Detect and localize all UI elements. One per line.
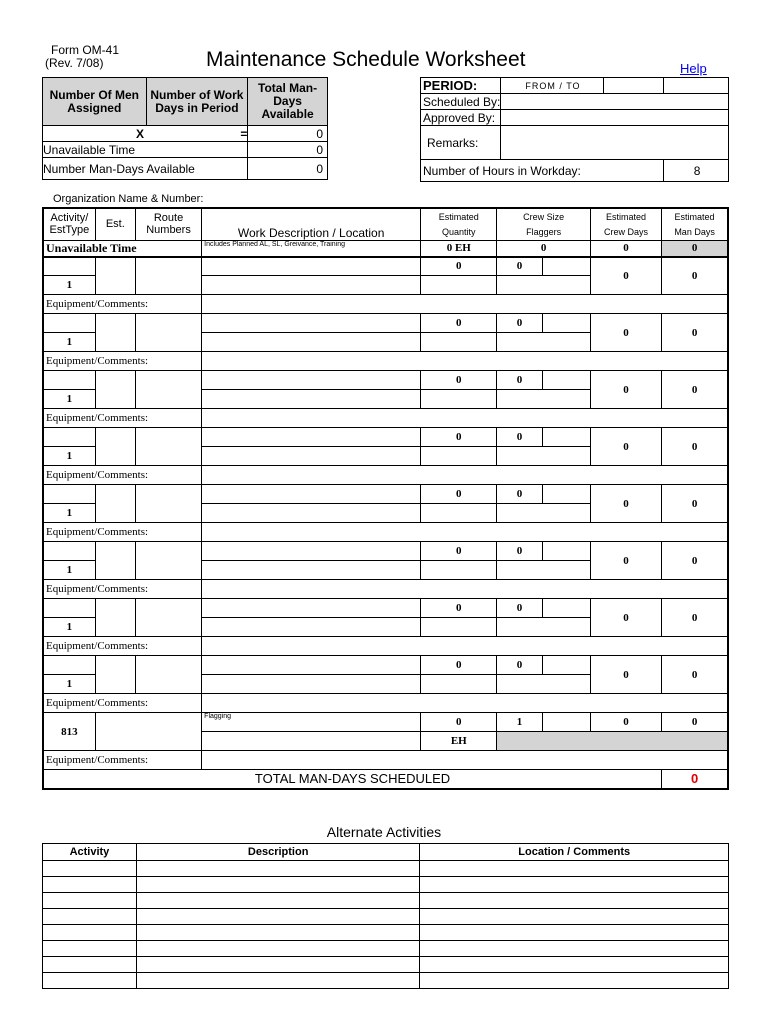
est-qty-value[interactable]: 0 xyxy=(421,257,497,276)
qty-unit-field[interactable] xyxy=(421,276,497,295)
equipment-comments-row xyxy=(43,523,728,542)
est-field[interactable] xyxy=(95,257,135,295)
crew-size-value[interactable]: 0 xyxy=(497,542,542,561)
alternate-activity-row xyxy=(43,877,729,893)
route-field[interactable] xyxy=(135,599,201,637)
mandays-available-value[interactable]: 0 xyxy=(248,158,328,180)
route-header: Route Numbers xyxy=(135,208,201,240)
flagging-crew[interactable]: 1 xyxy=(497,713,542,732)
location-field[interactable] xyxy=(202,504,421,523)
route-field[interactable] xyxy=(135,257,201,295)
alt-activity-field[interactable] xyxy=(43,861,137,877)
equipment-comments-field[interactable] xyxy=(202,409,728,428)
period-table xyxy=(420,77,729,182)
mandays-table xyxy=(42,77,328,180)
unavailable-time-value[interactable]: 0 xyxy=(248,142,328,158)
activity-field[interactable] xyxy=(43,257,95,276)
flaggers-field[interactable] xyxy=(542,485,590,504)
equipment-comments-label: Equipment/Comments: xyxy=(43,751,202,770)
crew-days-header-bottom: Crew Days xyxy=(590,224,661,240)
qty-unit-field[interactable] xyxy=(421,504,497,523)
crew-days-value: 0 xyxy=(590,485,661,523)
alternate-activity-row xyxy=(43,861,729,877)
location-field[interactable] xyxy=(202,561,421,580)
alternate-activity-row xyxy=(43,893,729,909)
man-days-value: 0 xyxy=(662,314,728,352)
activity-field[interactable] xyxy=(43,542,95,561)
alt-description-field[interactable] xyxy=(136,925,420,941)
crew-size-value[interactable]: 0 xyxy=(497,314,542,333)
unavailable-time-label: Unavailable Time xyxy=(43,142,248,158)
crew-days-header-top: Estimated xyxy=(590,208,661,224)
flaggers-field[interactable] xyxy=(542,257,590,276)
equipment-comments-label: Equipment/Comments: xyxy=(43,352,202,371)
est-field[interactable] xyxy=(95,656,135,694)
equipment-comments-row xyxy=(43,352,728,371)
alternate-activity-row xyxy=(43,909,729,925)
work-description-field[interactable] xyxy=(202,656,421,675)
man-days-header-bottom: Man Days xyxy=(662,224,728,240)
alt-location-field[interactable] xyxy=(420,861,729,877)
crew-extra-field[interactable] xyxy=(497,561,590,580)
crew-extra-field[interactable] xyxy=(497,390,590,409)
equipment-comments-field[interactable] xyxy=(202,580,728,599)
activity-field[interactable] xyxy=(43,485,95,504)
location-field[interactable] xyxy=(202,333,421,352)
unavailable-row-qty[interactable]: 0 EH xyxy=(421,240,497,257)
activity-row xyxy=(43,314,728,333)
total-row xyxy=(43,770,728,789)
equipment-comments-field[interactable] xyxy=(202,295,728,314)
alt-description-field[interactable] xyxy=(136,973,420,989)
activity-field[interactable] xyxy=(43,314,95,333)
alt-location-field[interactable] xyxy=(420,909,729,925)
flaggers-field[interactable] xyxy=(542,314,590,333)
alt-location-field[interactable] xyxy=(420,957,729,973)
man-days-value: 0 xyxy=(662,542,728,580)
equipment-comments-label: Equipment/Comments: xyxy=(43,637,202,656)
est-type-value[interactable]: 1 xyxy=(43,504,95,523)
est-type-value[interactable]: 1 xyxy=(43,618,95,637)
flaggers-field[interactable] xyxy=(542,428,590,447)
total-mandays-value[interactable]: 0 xyxy=(248,126,328,142)
alt-activity-field[interactable] xyxy=(43,973,137,989)
activity-row xyxy=(43,542,728,561)
qty-unit-field[interactable] xyxy=(421,390,497,409)
est-type-value[interactable]: 1 xyxy=(43,561,95,580)
hours-workday-value[interactable]: 8 xyxy=(664,160,729,182)
activity-row xyxy=(43,371,728,390)
est-qty-value[interactable]: 0 xyxy=(421,599,497,618)
work-description-field[interactable] xyxy=(202,428,421,447)
crew-extra-field[interactable] xyxy=(497,504,590,523)
est-type-value[interactable]: 1 xyxy=(43,333,95,352)
work-description-field[interactable] xyxy=(202,257,421,276)
activity-row xyxy=(43,428,728,447)
alt-location-field[interactable] xyxy=(420,941,729,957)
equals-symbol: = xyxy=(240,126,248,141)
activity-field[interactable] xyxy=(43,656,95,675)
est-qty-header-top: Estimated xyxy=(421,208,497,224)
alt-location-field[interactable] xyxy=(420,877,729,893)
approved-by-label: Approved By: xyxy=(421,110,501,126)
est-type-value[interactable]: 1 xyxy=(43,390,95,409)
page-title: Maintenance Schedule Worksheet xyxy=(206,48,526,71)
qty-unit-field[interactable] xyxy=(421,333,497,352)
period-from-field[interactable] xyxy=(603,78,664,94)
est-field[interactable] xyxy=(95,542,135,580)
alt-description-field[interactable] xyxy=(136,861,420,877)
est-field[interactable] xyxy=(95,599,135,637)
alt-activity-field[interactable] xyxy=(43,957,137,973)
crew-days-value: 0 xyxy=(590,257,661,295)
work-desc-header: Work Description / Location xyxy=(202,208,421,240)
multiply-symbol: X xyxy=(136,126,145,141)
equipment-comments-field[interactable] xyxy=(202,637,728,656)
alternate-activity-row xyxy=(43,957,729,973)
work-description-field[interactable] xyxy=(202,371,421,390)
est-qty-value[interactable]: 0 xyxy=(421,656,497,675)
man-days-value: 0 xyxy=(662,656,728,694)
crew-extra-field[interactable] xyxy=(497,618,590,637)
equipment-comments-row xyxy=(43,466,728,485)
est-qty-value[interactable]: 0 xyxy=(421,485,497,504)
alt-location-header: Location / Comments xyxy=(420,844,729,861)
man-days-value: 0 xyxy=(662,485,728,523)
crew-size-value[interactable]: 0 xyxy=(497,428,542,447)
qty-unit-field[interactable] xyxy=(421,447,497,466)
scheduled-by-field[interactable] xyxy=(501,94,729,110)
qty-unit-field[interactable] xyxy=(421,561,497,580)
equipment-comments-field[interactable] xyxy=(202,466,728,485)
crew-size-value[interactable]: 0 xyxy=(497,656,542,675)
equipment-comments-label: Equipment/Comments: xyxy=(43,580,202,599)
flagging-route-field[interactable] xyxy=(95,713,201,751)
activity-row xyxy=(43,485,728,504)
est-field[interactable] xyxy=(95,371,135,409)
alt-description-field[interactable] xyxy=(136,893,420,909)
crew-size-value[interactable]: 0 xyxy=(497,599,542,618)
men-times-days-cell[interactable] xyxy=(43,126,248,142)
work-description-field[interactable] xyxy=(202,599,421,618)
flaggers-field[interactable] xyxy=(542,542,590,561)
equipment-comments-label: Equipment/Comments: xyxy=(43,295,202,314)
route-field[interactable] xyxy=(135,656,201,694)
crew-days-value: 0 xyxy=(590,314,661,352)
period-to-field[interactable] xyxy=(664,78,729,94)
equipment-comments-row xyxy=(43,751,728,770)
crew-extra-field[interactable] xyxy=(497,675,590,694)
unavailable-row-label: Unavailable Time xyxy=(43,240,202,257)
worksheet-table xyxy=(42,207,729,790)
equipment-comments-row xyxy=(43,409,728,428)
crew-size-header: Crew Size xyxy=(497,208,590,224)
est-type-value[interactable]: 1 xyxy=(43,447,95,466)
flaggers-header: Flaggers xyxy=(497,224,590,240)
equipment-comments-row xyxy=(43,580,728,599)
alt-activity-field[interactable] xyxy=(43,925,137,941)
flaggers-field[interactable] xyxy=(542,599,590,618)
flagging-description: Flagging xyxy=(202,713,421,732)
crew-size-value[interactable]: 0 xyxy=(497,257,542,276)
work-days-header: Number of Work Days in Period xyxy=(146,78,248,126)
unavailable-row-desc: Includes Planned AL, SL, Greivance, Training xyxy=(202,240,421,257)
men-assigned-header: Number Of Men Assigned xyxy=(43,78,147,126)
equipment-comments-field[interactable] xyxy=(202,751,728,770)
alt-activity-field[interactable] xyxy=(43,877,137,893)
route-field[interactable] xyxy=(135,314,201,352)
alternate-activity-row xyxy=(43,941,729,957)
work-description-field[interactable] xyxy=(202,314,421,333)
mandays-available-label: Number Man-Days Available xyxy=(43,158,248,180)
equipment-comments-row xyxy=(43,295,728,314)
work-description-field[interactable] xyxy=(202,542,421,561)
approved-by-field[interactable] xyxy=(501,110,729,126)
flagging-location-field[interactable] xyxy=(202,732,421,751)
est-header: Est. xyxy=(95,208,135,240)
crew-days-value: 0 xyxy=(590,599,661,637)
crew-size-value[interactable]: 0 xyxy=(497,371,542,390)
flagging-row xyxy=(43,713,728,732)
total-mandays-header: Total Man-Days Available xyxy=(248,78,328,126)
est-type-value[interactable]: 1 xyxy=(43,276,95,295)
location-field[interactable] xyxy=(202,618,421,637)
equipment-comments-field[interactable] xyxy=(202,694,728,713)
crew-days-value: 0 xyxy=(590,656,661,694)
man-days-value: 0 xyxy=(662,371,728,409)
man-days-header-top: Estimated xyxy=(662,208,728,224)
alternate-activities-title: Alternate Activities xyxy=(326,824,442,840)
est-qty-value[interactable]: 0 xyxy=(421,371,497,390)
est-field[interactable] xyxy=(95,485,135,523)
work-description-field[interactable] xyxy=(202,485,421,504)
activity-row xyxy=(43,257,728,276)
alt-location-field[interactable] xyxy=(420,925,729,941)
man-days-value: 0 xyxy=(662,428,728,466)
crew-days-value: 0 xyxy=(590,371,661,409)
alt-activity-field[interactable] xyxy=(43,909,137,925)
organization-label: Organization Name & Number: xyxy=(53,193,204,205)
activity-field[interactable] xyxy=(43,599,95,618)
man-days-value: 0 xyxy=(662,257,728,295)
est-field[interactable] xyxy=(95,314,135,352)
unavailable-row-crew-days: 0 xyxy=(590,240,661,257)
form-number: Form OM-41 xyxy=(51,43,120,57)
man-days-value: 0 xyxy=(662,599,728,637)
alt-activity-field[interactable] xyxy=(43,941,137,957)
equipment-comments-row xyxy=(43,637,728,656)
equipment-comments-label: Equipment/Comments: xyxy=(43,409,202,428)
flaggers-field[interactable] xyxy=(542,371,590,390)
flaggers-field[interactable] xyxy=(542,656,590,675)
activity-field[interactable] xyxy=(43,371,95,390)
est-qty-value[interactable]: 0 xyxy=(421,542,497,561)
alternate-activity-row xyxy=(43,973,729,989)
crew-extra-field[interactable] xyxy=(497,447,590,466)
unavailable-row-crew[interactable]: 0 xyxy=(497,240,590,257)
activity-header: Activity/ EstType xyxy=(43,208,95,240)
equipment-comments-row xyxy=(43,694,728,713)
flagging-man-days: 0 xyxy=(662,713,728,732)
crew-size-value[interactable]: 0 xyxy=(497,485,542,504)
alt-activity-header: Activity xyxy=(43,844,137,861)
flagging-crew-days: 0 xyxy=(590,713,661,732)
location-field[interactable] xyxy=(202,276,421,295)
crew-days-value: 0 xyxy=(590,542,661,580)
est-qty-header-bottom: Quantity xyxy=(421,224,497,240)
alt-location-field[interactable] xyxy=(420,893,729,909)
est-qty-value[interactable]: 0 xyxy=(421,428,497,447)
alternate-activity-row xyxy=(43,925,729,941)
activity-field[interactable] xyxy=(43,428,95,447)
alt-description-field[interactable] xyxy=(136,909,420,925)
remarks-field[interactable] xyxy=(501,126,729,160)
alt-location-field[interactable] xyxy=(420,973,729,989)
location-field[interactable] xyxy=(202,447,421,466)
location-field[interactable] xyxy=(202,390,421,409)
hours-workday-label: Number of Hours in Workday: xyxy=(421,160,664,182)
form-id xyxy=(45,43,120,70)
crew-extra-field[interactable] xyxy=(497,276,590,295)
est-qty-value[interactable]: 0 xyxy=(421,314,497,333)
flagging-qty[interactable]: 0 xyxy=(421,713,497,732)
unavailable-row-man-days: 0 xyxy=(662,240,728,257)
qty-unit-field[interactable] xyxy=(421,675,497,694)
crew-days-value: 0 xyxy=(590,428,661,466)
route-field[interactable] xyxy=(135,428,201,466)
period-label: PERIOD: xyxy=(421,78,501,94)
alt-activity-field[interactable] xyxy=(43,893,137,909)
flagging-flaggers-field[interactable] xyxy=(542,713,590,732)
alt-description-header: Description xyxy=(136,844,420,861)
alt-description-field[interactable] xyxy=(136,941,420,957)
flagging-unit: EH xyxy=(421,732,497,751)
est-type-value[interactable]: 1 xyxy=(43,675,95,694)
flagging-activity-code[interactable]: 813 xyxy=(43,713,95,751)
flagging-gray-area xyxy=(497,732,728,751)
scheduled-by-label: Scheduled By: xyxy=(421,94,501,110)
alternate-activities-table xyxy=(42,843,729,989)
route-field[interactable] xyxy=(135,485,201,523)
est-field[interactable] xyxy=(95,428,135,466)
qty-unit-field[interactable] xyxy=(421,618,497,637)
location-field[interactable] xyxy=(202,675,421,694)
activity-row xyxy=(43,599,728,618)
route-field[interactable] xyxy=(135,542,201,580)
equipment-comments-label: Equipment/Comments: xyxy=(43,694,202,713)
total-mandays-scheduled-value: 0 xyxy=(662,770,728,789)
equipment-comments-label: Equipment/Comments: xyxy=(43,523,202,542)
crew-extra-field[interactable] xyxy=(497,333,590,352)
equipment-comments-field[interactable] xyxy=(202,352,728,371)
alt-description-field[interactable] xyxy=(136,877,420,893)
route-field[interactable] xyxy=(135,371,201,409)
alt-description-field[interactable] xyxy=(136,957,420,973)
total-mandays-label: TOTAL MAN-DAYS SCHEDULED xyxy=(43,770,662,789)
form-revision: (Rev. 7/08) xyxy=(45,56,104,70)
from-to-label: FROM / TO xyxy=(501,78,603,94)
equipment-comments-field[interactable] xyxy=(202,523,728,542)
activity-row xyxy=(43,656,728,675)
equipment-comments-label: Equipment/Comments: xyxy=(43,466,202,485)
help-link[interactable]: Help xyxy=(680,61,707,76)
remarks-label: Remarks: xyxy=(421,126,501,160)
